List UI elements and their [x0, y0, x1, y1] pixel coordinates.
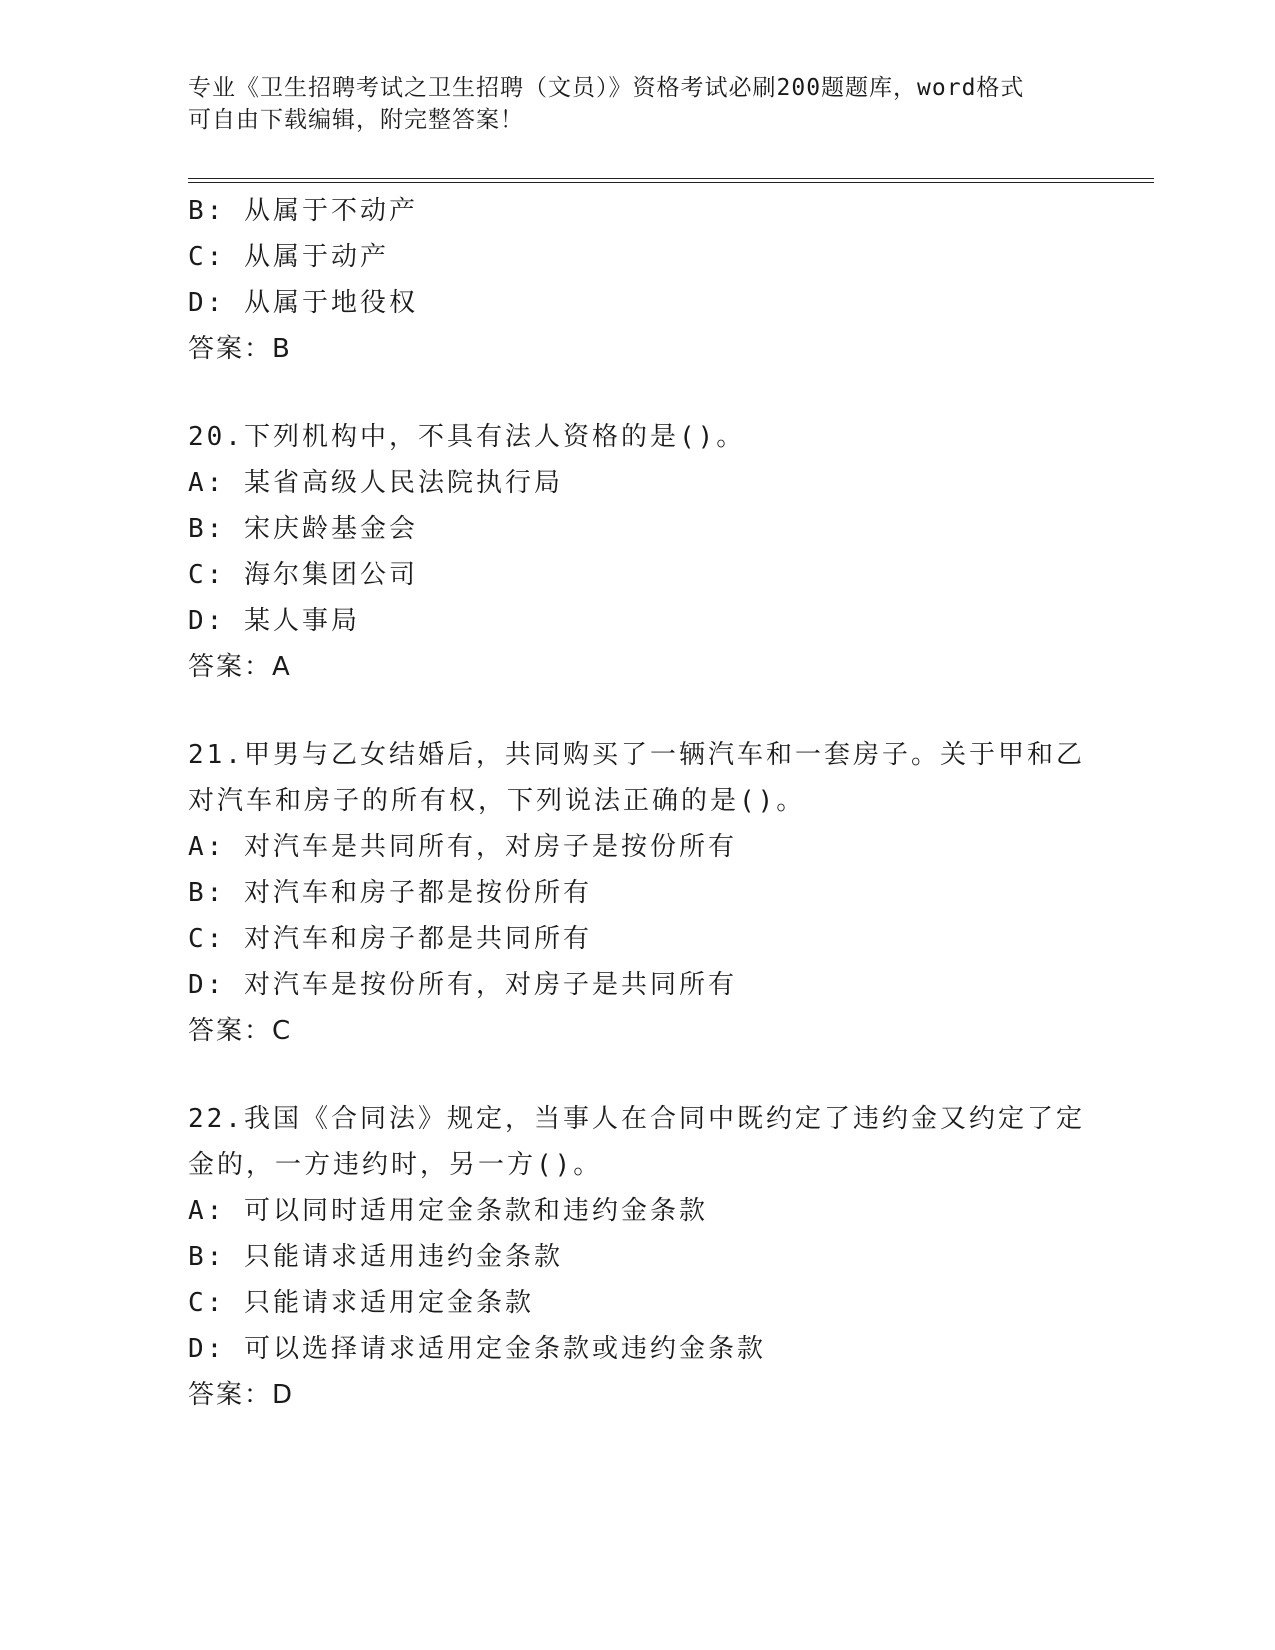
question-21	[188, 732, 1088, 1054]
header-divider	[188, 178, 1154, 183]
question-19-tail	[188, 188, 1088, 372]
question-stem-line-2: 对汽车和房子的所有权，下列说法正确的是()。	[188, 786, 806, 816]
question-22	[188, 1096, 1088, 1418]
header-line-2: 可自由下载编辑，附完整答案！	[188, 107, 524, 133]
answer: 答案：B	[188, 334, 292, 364]
option-c: C: 只能请求适用定金条款	[188, 1288, 534, 1318]
document-header	[188, 72, 1068, 136]
answer: 答案：C	[188, 1016, 293, 1046]
question-list	[188, 188, 1088, 1460]
question-stem-line-2: 金的，一方违约时，另一方()。	[188, 1150, 603, 1180]
question-20	[188, 414, 1088, 690]
header-line-1: 专业《卫生招聘考试之卫生招聘（文员）》资格考试必刷200题题库，word格式	[188, 75, 1025, 101]
option-b: B: 只能请求适用违约金条款	[188, 1242, 563, 1272]
option-b: B: 从属于不动产	[188, 196, 418, 226]
option-b: B: 对汽车和房子都是按份所有	[188, 878, 592, 908]
option-b: B: 宋庆龄基金会	[188, 514, 418, 544]
option-a: A: 对汽车是共同所有，对房子是按份所有	[188, 832, 737, 862]
option-a: A: 某省高级人民法院执行局	[188, 468, 563, 498]
question-stem-line-1: 21.甲男与乙女结婚后，共同购买了一辆汽车和一套房子。关于甲和乙	[188, 740, 1085, 770]
option-a: A: 可以同时适用定金条款和违约金条款	[188, 1196, 708, 1226]
option-d: D: 从属于地役权	[188, 288, 418, 318]
question-stem: 20.下列机构中，不具有法人资格的是()。	[188, 422, 746, 452]
option-c: C: 从属于动产	[188, 242, 389, 272]
question-stem-line-1: 22.我国《合同法》规定，当事人在合同中既约定了违约金又约定了定	[188, 1104, 1085, 1134]
answer: 答案：A	[188, 652, 292, 682]
answer: 答案：D	[188, 1380, 295, 1410]
option-d: D: 某人事局	[188, 606, 360, 636]
option-c: C: 海尔集团公司	[188, 560, 418, 590]
option-c: C: 对汽车和房子都是共同所有	[188, 924, 592, 954]
option-d: D: 对汽车是按份所有，对房子是共同所有	[188, 970, 737, 1000]
option-d: D: 可以选择请求适用定金条款或违约金条款	[188, 1334, 766, 1364]
